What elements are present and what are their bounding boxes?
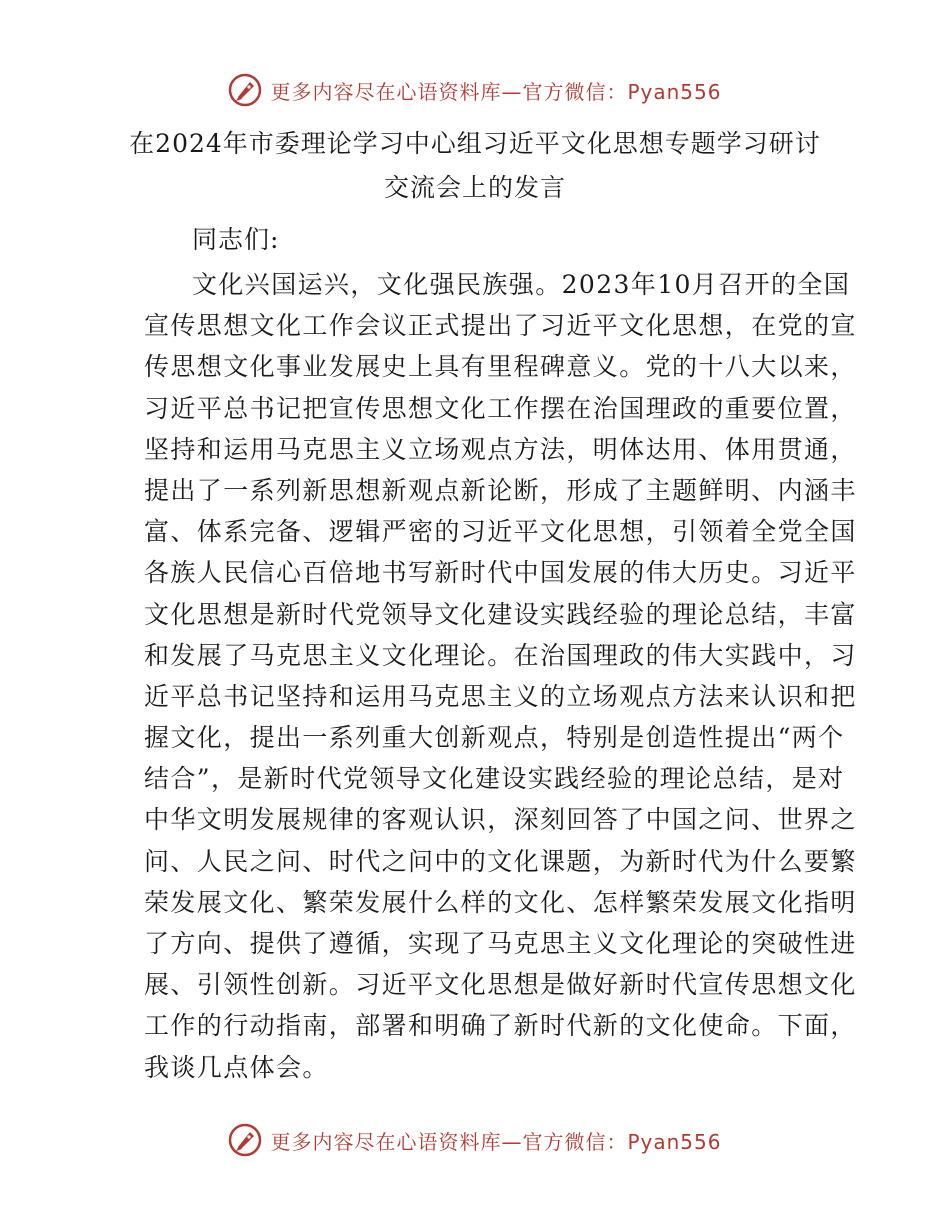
body-line: 近平总书记坚持和运用马克思主义的立场观点方法来认识和把 [144,681,857,711]
body-line: 中华文明发展规律的客观认识，深刻回答了中国之问、世界之 [144,805,857,835]
document-title-line-1: 在2024年市委理论学习中心组习近平文化思想专题学习研讨 [129,129,821,158]
body-line: 问、人民之问、时代之问中的文化课题，为新时代为什么要繁 [144,846,857,876]
footer-banner [0,1120,950,1160]
body-line: 文化思想是新时代党领导文化建设实践经验的理论总结，丰富 [144,599,857,629]
document-title-line-2: 交流会上的发言 [383,173,566,202]
greeting: 同志们: [192,225,280,254]
body-line: 展、引领性创新。习近平文化思想是做好新时代宣传思想文化 [144,970,857,1000]
body-line: 习近平总书记把宣传思想文化工作摆在治国理政的重要位置， [144,393,857,423]
body-paragraph [144,264,857,1088]
body-line: 提出了一系列新思想新观点新论断，形成了主题鲜明、内涵丰 [144,475,857,505]
header-banner [0,70,950,110]
body-line: 我谈几点体会。 [144,1052,329,1082]
body-line: 握文化，提出一系列重大创新观点，特别是创造性提出“两个 [144,723,845,753]
body-line: 各族人民信心百倍地书写新时代中国发展的伟大历史。习近平 [144,558,857,588]
body-line: 和发展了马克思主义文化理论。在治国理政的伟大实践中，习 [144,640,857,670]
banner-text: 更多内容尽在心语资料库—官方微信：Pyan556 [270,1129,722,1154]
body-line: 工作的行动指南，部署和明确了新时代新的文化使命。下面， [144,1011,857,1041]
body-line: 宣传思想文化工作会议正式提出了习近平文化思想，在党的宣 [144,311,857,341]
pen-nib-circle-icon [228,1123,262,1157]
body-line: 结合”，是新时代党领导文化建设实践经验的理论总结，是对 [144,764,845,794]
body-line: 文化兴国运兴，文化强民族强。2023年10月召开的全国 [192,270,851,299]
pen-nib-circle-icon [228,73,262,107]
body-line: 坚持和运用马克思主义立场观点方法，明体达用、体用贯通， [144,434,857,464]
banner-text: 更多内容尽在心语资料库—官方微信：Pyan556 [270,79,722,104]
body-line: 荣发展文化、繁荣发展什么样的文化、怎样繁荣发展文化指明 [144,887,857,917]
body-line: 了方向、提供了遵循，实现了马克思主义文化理论的突破性进 [144,929,857,958]
body-line: 富、体系完备、逻辑严密的习近平文化思想，引领着全党全国 [144,517,857,547]
body-line: 传思想文化事业发展史上具有里程碑意义。党的十八大以来， [144,352,857,382]
